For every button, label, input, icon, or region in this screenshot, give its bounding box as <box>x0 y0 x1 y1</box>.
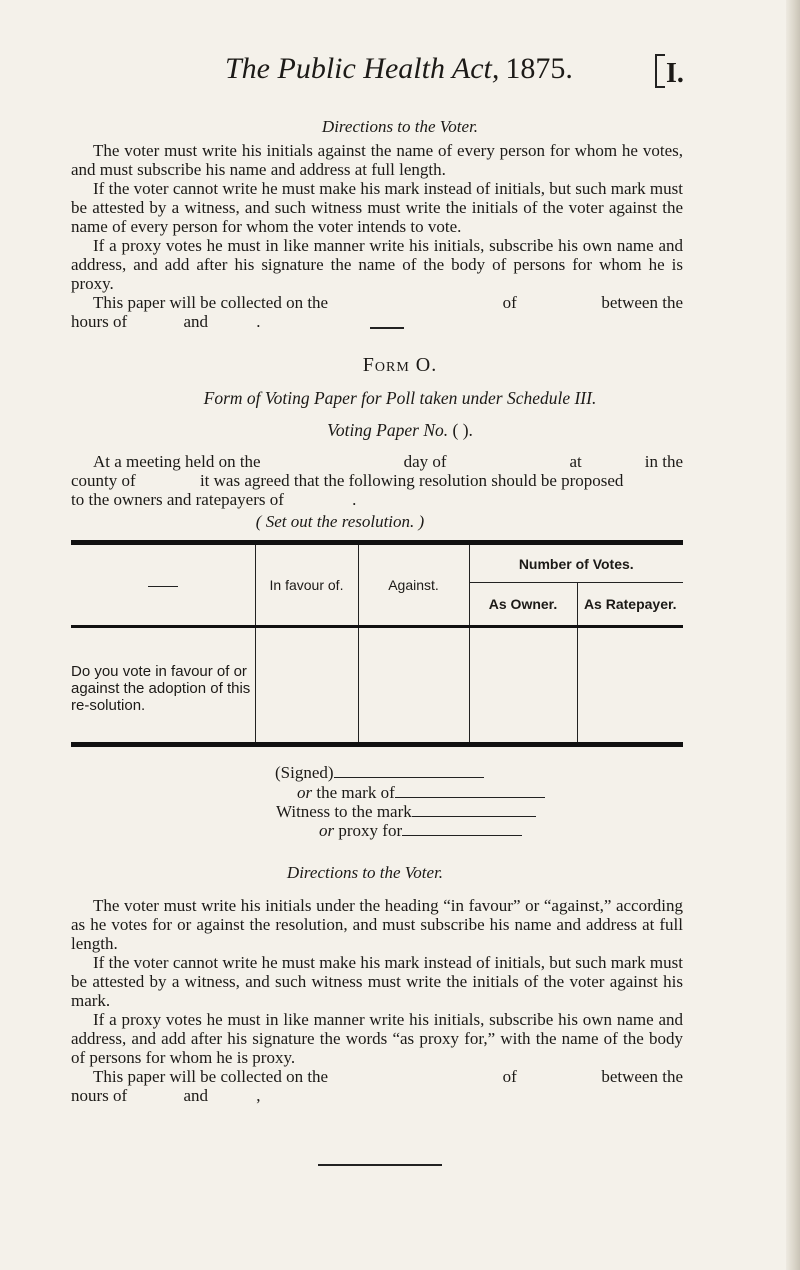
dash-mark <box>148 586 178 587</box>
collection-line-bottom-2: nours of and , <box>71 1086 261 1105</box>
header-title <box>225 52 573 86</box>
header-year: 1875. <box>505 52 573 85</box>
collection-line-top-2: hours of and . <box>71 312 261 331</box>
directions-top-p2: If the voter cannot write he must make his mark instead of initials, but such mark must be attested by a witness, and such witness must write the initials of the voter against the name of every person for whom the voter intends to vote. <box>71 179 683 236</box>
voting-paper-number: Voting Paper No. ( ). <box>327 420 473 440</box>
witness-line: Witness to the mark <box>276 802 536 822</box>
mark-line: or the mark of <box>297 783 545 803</box>
proxy-line: or proxy for <box>319 821 522 841</box>
directions-top-p3: If a proxy votes he must in like manner write his initials, subscribe his own name and address, and add after his signature the name of the body of persons for whom he is proxy. <box>71 236 683 293</box>
collection-line-bottom: This paper will be collected on the of between the <box>93 1067 683 1086</box>
directions-heading-top: Directions to the Voter. <box>321 117 479 136</box>
running-header <box>0 52 800 92</box>
meeting-statement: At a meeting held on the day of at in the county of it was agreed that the following resolution should be proposed to the owners and ratepayers of . <box>71 452 683 509</box>
mark-blank[interactable] <box>395 796 545 798</box>
blank-header <box>71 543 255 627</box>
col-number-of-votes: Number of Votes. <box>469 543 683 583</box>
witness-blank[interactable] <box>412 815 536 817</box>
set-out-resolution: ( Set out the resolution. ) <box>255 512 425 531</box>
page-edge-shadow <box>786 0 800 1270</box>
directions-heading-bottom: Directions to the Voter. <box>286 863 444 882</box>
directions-bottom-p2: If the voter cannot write he must make his mark instead of initials, but such mark must be attested by a witness, and such witness must write the initials of the voter against his mark. <box>71 953 683 1010</box>
directions-top <box>71 141 683 331</box>
cell-as-ratepayer[interactable] <box>577 627 683 745</box>
col-in-favour: In favour of. <box>255 543 358 627</box>
voting-table <box>71 540 683 747</box>
bracket-glyph <box>655 54 665 88</box>
directions-top-p1: The voter must write his initials against the name of every person for whom he votes, and must subscribe his name and address at full length. <box>71 141 683 179</box>
cell-in-favour[interactable] <box>255 627 358 745</box>
signed-line: (Signed) <box>275 763 484 783</box>
header-section <box>655 54 684 90</box>
directions-bottom-p1: The voter must write his initials under the heading “in favour” or “against,” according as he votes for or against the resolution, and must subscribe his name and address at full length. <box>71 896 683 953</box>
cell-as-owner[interactable] <box>469 627 577 745</box>
col-as-owner: As Owner. <box>469 583 577 627</box>
proxy-blank[interactable] <box>402 834 522 836</box>
footer-rule <box>318 1164 442 1166</box>
signed-blank[interactable] <box>334 776 484 778</box>
directions-bottom-p3: If a proxy votes he must in like manner write his initials, subscribe his own name and address, and add after his signature the words “as proxy for,” with the name of the body of persons for whom he is proxy. <box>71 1010 683 1067</box>
section-divider <box>370 327 404 329</box>
col-as-ratepayer: As Ratepayer. <box>577 583 683 627</box>
collection-line-top: This paper will be collected on the of between the <box>93 293 683 312</box>
cell-against[interactable] <box>358 627 469 745</box>
col-against: Against. <box>358 543 469 627</box>
header-title-text: The Public Health Act, <box>225 52 500 85</box>
header-section-number: I. <box>666 58 684 89</box>
form-title: Form O. <box>362 354 438 376</box>
form-subtitle: Form of Voting Paper for Poll taken under Schedule III. <box>203 388 597 408</box>
row-question: Do you vote in favour of or against the adoption of this re-solution. <box>71 627 255 745</box>
directions-bottom <box>71 896 683 1105</box>
